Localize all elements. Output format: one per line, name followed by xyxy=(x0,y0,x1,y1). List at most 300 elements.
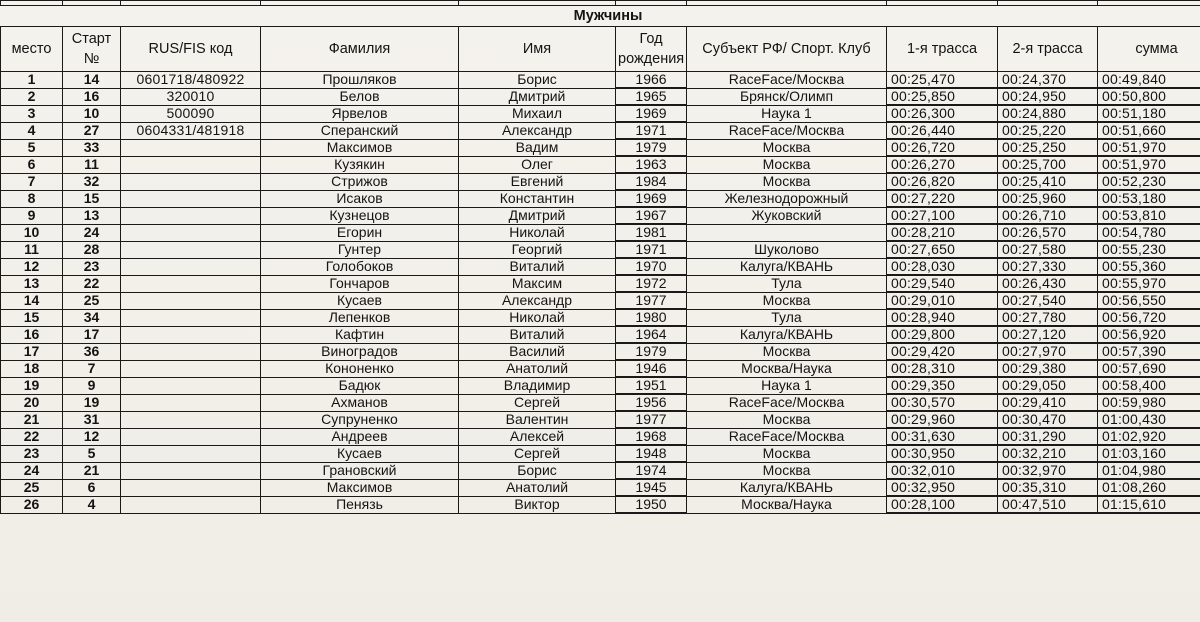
cell-surname: Кусаев xyxy=(261,292,459,309)
cell-run1-time: 00:29,350 xyxy=(887,377,998,394)
cell-first-name: Виталий xyxy=(459,326,616,343)
cell-fis-code xyxy=(121,326,261,343)
section-title: Мужчины xyxy=(1,6,1200,27)
cell-run2-time: 00:30,470 xyxy=(998,411,1098,428)
cell-place: 16 xyxy=(1,326,63,343)
cell-fis-code xyxy=(121,224,261,241)
cell-surname: Андреев xyxy=(261,428,459,445)
cell-run2-time: 00:29,380 xyxy=(998,360,1098,377)
cell-run1-time: 00:28,210 xyxy=(887,224,998,241)
cell-first-name: Валентин xyxy=(459,411,616,428)
cell-place: 23 xyxy=(1,445,63,462)
cell-start-number: 10 xyxy=(63,105,121,122)
cell-sum-time: 00:51,970 xyxy=(1098,156,1200,173)
cell-first-name: Сергей xyxy=(459,394,616,411)
cell-club: Калуга/КВАНЬ xyxy=(687,479,887,496)
cell-start-number: 6 xyxy=(63,479,121,496)
cell-fis-code xyxy=(121,411,261,428)
header-sum: сумма xyxy=(1098,27,1200,72)
cell-first-name: Евгений xyxy=(459,173,616,190)
cell-surname: Исаков xyxy=(261,190,459,207)
header-start: Старт № xyxy=(63,27,121,72)
cell-first-name: Александр xyxy=(459,122,616,139)
cell-surname: Кузнецов xyxy=(261,207,459,224)
cell-run1-time: 00:26,440 xyxy=(887,122,998,139)
cell-birth-year: 1969 xyxy=(616,190,687,207)
cell-run1-time: 00:26,720 xyxy=(887,139,998,156)
cell-fis-code xyxy=(121,462,261,479)
cell-run1-time: 00:31,630 xyxy=(887,428,998,445)
cell-fis-code: 0601718/480922 xyxy=(121,72,261,89)
table-row xyxy=(1,190,1200,207)
cell-start-number: 11 xyxy=(63,156,121,173)
cell-surname: Стрижов xyxy=(261,173,459,190)
cell-fis-code xyxy=(121,292,261,309)
cell-place: 11 xyxy=(1,241,63,258)
cell-start-number: 9 xyxy=(63,377,121,394)
cell-birth-year: 1980 xyxy=(616,309,687,326)
cell-surname: Лепенков xyxy=(261,309,459,326)
cell-first-name: Дмитрий xyxy=(459,207,616,224)
cell-run2-time: 00:26,430 xyxy=(998,275,1098,292)
cell-birth-year: 1979 xyxy=(616,343,687,360)
cell-birth-year: 1968 xyxy=(616,428,687,445)
cell-first-name: Василий xyxy=(459,343,616,360)
cell-place: 10 xyxy=(1,224,63,241)
cell-first-name: Владимир xyxy=(459,377,616,394)
cell-run2-time: 00:47,510 xyxy=(998,496,1098,513)
cell-first-name: Максим xyxy=(459,275,616,292)
table-row xyxy=(1,479,1200,496)
cell-start-number: 16 xyxy=(63,88,121,105)
cell-sum-time: 00:56,920 xyxy=(1098,326,1200,343)
cell-surname: Ярвелов xyxy=(261,105,459,122)
cell-club: Москва xyxy=(687,156,887,173)
cell-fis-code xyxy=(121,496,261,513)
cell-place: 22 xyxy=(1,428,63,445)
column-headers xyxy=(1,27,1200,72)
cell-club: Москва xyxy=(687,462,887,479)
cell-sum-time: 00:51,970 xyxy=(1098,139,1200,156)
cell-place: 1 xyxy=(1,72,63,89)
cell-run2-time: 00:27,970 xyxy=(998,343,1098,360)
cell-fis-code xyxy=(121,156,261,173)
cell-surname: Кафтин xyxy=(261,326,459,343)
cell-club: Москва xyxy=(687,292,887,309)
header-code: RUS/FIS код xyxy=(121,27,261,72)
cell-fis-code: 0604331/481918 xyxy=(121,122,261,139)
cell-run2-time: 00:25,700 xyxy=(998,156,1098,173)
cell-birth-year: 1979 xyxy=(616,139,687,156)
cell-start-number: 34 xyxy=(63,309,121,326)
cell-birth-year: 1945 xyxy=(616,479,687,496)
cell-place: 20 xyxy=(1,394,63,411)
cell-club xyxy=(687,224,887,241)
cell-first-name: Константин xyxy=(459,190,616,207)
cell-run2-time: 00:24,880 xyxy=(998,105,1098,122)
cell-club: Калуга/КВАНЬ xyxy=(687,326,887,343)
cell-run2-time: 00:27,330 xyxy=(998,258,1098,275)
header-place: место xyxy=(1,27,63,72)
cell-start-number: 15 xyxy=(63,190,121,207)
cell-sum-time: 00:53,810 xyxy=(1098,207,1200,224)
cell-fis-code: 320010 xyxy=(121,88,261,105)
cell-run2-time: 00:25,250 xyxy=(998,139,1098,156)
cell-birth-year: 1977 xyxy=(616,411,687,428)
table-row xyxy=(1,139,1200,156)
cell-birth-year: 1970 xyxy=(616,258,687,275)
cell-run1-time: 00:26,300 xyxy=(887,105,998,122)
table-row xyxy=(1,105,1200,122)
table-row xyxy=(1,377,1200,394)
cell-run1-time: 00:27,650 xyxy=(887,241,998,258)
header-run2: 2-я трасса xyxy=(998,27,1098,72)
cell-fis-code xyxy=(121,343,261,360)
cell-place: 21 xyxy=(1,411,63,428)
cell-place: 5 xyxy=(1,139,63,156)
cell-birth-year: 1967 xyxy=(616,207,687,224)
cell-place: 7 xyxy=(1,173,63,190)
cell-birth-year: 1972 xyxy=(616,275,687,292)
cell-run1-time: 00:29,800 xyxy=(887,326,998,343)
cell-surname: Супруненко xyxy=(261,411,459,428)
table-row xyxy=(1,411,1200,428)
cell-sum-time: 00:54,780 xyxy=(1098,224,1200,241)
cell-place: 4 xyxy=(1,122,63,139)
cell-start-number: 22 xyxy=(63,275,121,292)
header-surname: Фамилия xyxy=(261,27,459,72)
cell-surname: Кузякин xyxy=(261,156,459,173)
cell-place: 18 xyxy=(1,360,63,377)
cell-fis-code xyxy=(121,479,261,496)
cell-sum-time: 00:56,550 xyxy=(1098,292,1200,309)
cell-club: Москва/Наука xyxy=(687,496,887,513)
cell-fis-code xyxy=(121,428,261,445)
cell-club: Железнодорожный xyxy=(687,190,887,207)
cell-birth-year: 1981 xyxy=(616,224,687,241)
cell-run2-time: 00:29,410 xyxy=(998,394,1098,411)
cell-start-number: 28 xyxy=(63,241,121,258)
cell-sum-time: 00:51,180 xyxy=(1098,105,1200,122)
cell-club: RaceFace/Москва xyxy=(687,72,887,89)
cell-start-number: 32 xyxy=(63,173,121,190)
cell-start-number: 36 xyxy=(63,343,121,360)
cell-sum-time: 00:58,400 xyxy=(1098,377,1200,394)
cell-start-number: 19 xyxy=(63,394,121,411)
cell-place: 19 xyxy=(1,377,63,394)
cell-sum-time: 00:55,230 xyxy=(1098,241,1200,258)
cell-sum-time: 01:02,920 xyxy=(1098,428,1200,445)
cell-start-number: 12 xyxy=(63,428,121,445)
cell-start-number: 5 xyxy=(63,445,121,462)
cell-first-name: Николай xyxy=(459,224,616,241)
cell-birth-year: 1951 xyxy=(616,377,687,394)
cell-surname: Голобоков xyxy=(261,258,459,275)
table-row xyxy=(1,496,1200,513)
cell-club: Наука 1 xyxy=(687,105,887,122)
cell-first-name: Николай xyxy=(459,309,616,326)
cell-run2-time: 00:29,050 xyxy=(998,377,1098,394)
cell-club: Москва xyxy=(687,139,887,156)
cell-fis-code xyxy=(121,377,261,394)
results-body xyxy=(1,72,1200,514)
cell-surname: Гунтер xyxy=(261,241,459,258)
cell-place: 25 xyxy=(1,479,63,496)
cell-run1-time: 00:32,010 xyxy=(887,462,998,479)
table-row xyxy=(1,207,1200,224)
cell-run1-time: 00:28,030 xyxy=(887,258,998,275)
cell-club: Шуколово xyxy=(687,241,887,258)
cell-club: Москва xyxy=(687,343,887,360)
cell-fis-code xyxy=(121,207,261,224)
cell-run2-time: 00:32,210 xyxy=(998,445,1098,462)
cell-place: 17 xyxy=(1,343,63,360)
cell-run2-time: 00:24,950 xyxy=(998,88,1098,105)
cell-club: Тула xyxy=(687,309,887,326)
cell-club: RaceFace/Москва xyxy=(687,122,887,139)
cell-run1-time: 00:29,010 xyxy=(887,292,998,309)
cell-first-name: Борис xyxy=(459,462,616,479)
cell-first-name: Виталий xyxy=(459,258,616,275)
table-row xyxy=(1,462,1200,479)
table-row xyxy=(1,122,1200,139)
cell-run1-time: 00:27,220 xyxy=(887,190,998,207)
table-row xyxy=(1,445,1200,462)
cell-run2-time: 00:27,580 xyxy=(998,241,1098,258)
cell-fis-code: 500090 xyxy=(121,105,261,122)
cell-run1-time: 00:30,950 xyxy=(887,445,998,462)
cell-birth-year: 1974 xyxy=(616,462,687,479)
cell-sum-time: 01:00,430 xyxy=(1098,411,1200,428)
header-club: Субъект РФ/ Спорт. Клуб xyxy=(687,27,887,72)
cell-club: Калуга/КВАНЬ xyxy=(687,258,887,275)
table-row xyxy=(1,88,1200,105)
cell-start-number: 27 xyxy=(63,122,121,139)
cell-birth-year: 1971 xyxy=(616,241,687,258)
cell-first-name: Анатолий xyxy=(459,479,616,496)
cell-place: 26 xyxy=(1,496,63,513)
cell-run1-time: 00:30,570 xyxy=(887,394,998,411)
cell-first-name: Вадим xyxy=(459,139,616,156)
cell-birth-year: 1966 xyxy=(616,72,687,89)
cell-run1-time: 00:28,310 xyxy=(887,360,998,377)
cell-sum-time: 00:56,720 xyxy=(1098,309,1200,326)
table-row xyxy=(1,360,1200,377)
cell-start-number: 13 xyxy=(63,207,121,224)
cell-first-name: Георгий xyxy=(459,241,616,258)
cell-first-name: Виктор xyxy=(459,496,616,513)
cell-place: 15 xyxy=(1,309,63,326)
cell-start-number: 17 xyxy=(63,326,121,343)
table-row xyxy=(1,275,1200,292)
cell-start-number: 31 xyxy=(63,411,121,428)
cell-run1-time: 00:25,470 xyxy=(887,72,998,89)
cell-surname: Пенязь xyxy=(261,496,459,513)
cell-run1-time: 00:27,100 xyxy=(887,207,998,224)
cell-sum-time: 01:15,610 xyxy=(1098,496,1200,513)
cell-start-number: 4 xyxy=(63,496,121,513)
cell-first-name: Олег xyxy=(459,156,616,173)
cell-surname: Максимов xyxy=(261,479,459,496)
cell-run1-time: 00:29,960 xyxy=(887,411,998,428)
cell-club: Наука 1 xyxy=(687,377,887,394)
cell-sum-time: 01:04,980 xyxy=(1098,462,1200,479)
cell-run2-time: 00:27,120 xyxy=(998,326,1098,343)
cell-first-name: Михаил xyxy=(459,105,616,122)
cell-first-name: Сергей xyxy=(459,445,616,462)
cell-birth-year: 1963 xyxy=(616,156,687,173)
cell-sum-time: 00:49,840 xyxy=(1098,72,1200,89)
cell-surname: Гончаров xyxy=(261,275,459,292)
cell-first-name: Борис xyxy=(459,72,616,89)
cell-fis-code xyxy=(121,173,261,190)
cell-surname: Кононенко xyxy=(261,360,459,377)
table-row xyxy=(1,326,1200,343)
cell-sum-time: 01:08,260 xyxy=(1098,479,1200,496)
cell-fis-code xyxy=(121,139,261,156)
cell-start-number: 21 xyxy=(63,462,121,479)
cell-place: 12 xyxy=(1,258,63,275)
cell-sum-time: 00:57,390 xyxy=(1098,343,1200,360)
cell-sum-time: 01:03,160 xyxy=(1098,445,1200,462)
cell-first-name: Алексей xyxy=(459,428,616,445)
cell-birth-year: 1946 xyxy=(616,360,687,377)
cell-sum-time: 00:51,660 xyxy=(1098,122,1200,139)
cell-surname: Ахманов xyxy=(261,394,459,411)
header-year: Год рождения xyxy=(616,27,687,72)
cell-sum-time: 00:53,180 xyxy=(1098,190,1200,207)
table-row xyxy=(1,258,1200,275)
cell-birth-year: 1956 xyxy=(616,394,687,411)
cell-run1-time: 00:26,270 xyxy=(887,156,998,173)
cell-first-name: Александр xyxy=(459,292,616,309)
cell-sum-time: 00:50,800 xyxy=(1098,88,1200,105)
cell-place: 14 xyxy=(1,292,63,309)
cell-surname: Бадюк xyxy=(261,377,459,394)
cell-run2-time: 00:35,310 xyxy=(998,479,1098,496)
table-row xyxy=(1,292,1200,309)
cell-surname: Грановский xyxy=(261,462,459,479)
cell-start-number: 23 xyxy=(63,258,121,275)
section-header xyxy=(1,6,1200,27)
cell-birth-year: 1964 xyxy=(616,326,687,343)
cell-fis-code xyxy=(121,445,261,462)
cell-surname: Белов xyxy=(261,88,459,105)
cell-club: Жуковский xyxy=(687,207,887,224)
cell-fis-code xyxy=(121,190,261,207)
cell-surname: Виноградов xyxy=(261,343,459,360)
cell-fis-code xyxy=(121,394,261,411)
cell-start-number: 33 xyxy=(63,139,121,156)
cell-place: 9 xyxy=(1,207,63,224)
cell-run1-time: 00:25,850 xyxy=(887,88,998,105)
cell-run2-time: 00:26,710 xyxy=(998,207,1098,224)
cell-run2-time: 00:24,370 xyxy=(998,72,1098,89)
table-row xyxy=(1,309,1200,326)
cell-sum-time: 00:57,690 xyxy=(1098,360,1200,377)
cell-birth-year: 1969 xyxy=(616,105,687,122)
cell-run1-time: 00:28,100 xyxy=(887,496,998,513)
cell-first-name: Анатолий xyxy=(459,360,616,377)
cell-first-name: Дмитрий xyxy=(459,88,616,105)
cell-fis-code xyxy=(121,360,261,377)
cell-place: 6 xyxy=(1,156,63,173)
cell-run2-time: 00:31,290 xyxy=(998,428,1098,445)
cell-start-number: 14 xyxy=(63,72,121,89)
cell-surname: Прошляков xyxy=(261,72,459,89)
cell-club: Брянск/Олимп xyxy=(687,88,887,105)
cell-club: Москва xyxy=(687,173,887,190)
cell-club: Москва/Наука xyxy=(687,360,887,377)
table-row xyxy=(1,428,1200,445)
cell-run2-time: 00:26,570 xyxy=(998,224,1098,241)
table-row xyxy=(1,156,1200,173)
cell-birth-year: 1965 xyxy=(616,88,687,105)
table-row xyxy=(1,224,1200,241)
cell-run2-time: 00:27,540 xyxy=(998,292,1098,309)
cell-start-number: 24 xyxy=(63,224,121,241)
cell-fis-code xyxy=(121,309,261,326)
cell-surname: Максимов xyxy=(261,139,459,156)
cell-sum-time: 00:55,970 xyxy=(1098,275,1200,292)
header-name: Имя xyxy=(459,27,616,72)
table-row xyxy=(1,72,1200,89)
cell-birth-year: 1984 xyxy=(616,173,687,190)
cell-birth-year: 1971 xyxy=(616,122,687,139)
cell-run1-time: 00:32,950 xyxy=(887,479,998,496)
header-run1: 1-я трасса xyxy=(887,27,998,72)
cell-run2-time: 00:25,960 xyxy=(998,190,1098,207)
cell-club: RaceFace/Москва xyxy=(687,394,887,411)
cell-run2-time: 00:27,780 xyxy=(998,309,1098,326)
table-row xyxy=(1,173,1200,190)
cell-fis-code xyxy=(121,258,261,275)
cell-club: Москва xyxy=(687,411,887,428)
cell-birth-year: 1948 xyxy=(616,445,687,462)
cell-place: 24 xyxy=(1,462,63,479)
table-row xyxy=(1,343,1200,360)
cell-run2-time: 00:32,970 xyxy=(998,462,1098,479)
cell-run2-time: 00:25,410 xyxy=(998,173,1098,190)
cell-club: RaceFace/Москва xyxy=(687,428,887,445)
cell-run1-time: 00:29,540 xyxy=(887,275,998,292)
cell-sum-time: 00:59,980 xyxy=(1098,394,1200,411)
cell-fis-code xyxy=(121,241,261,258)
cell-place: 3 xyxy=(1,105,63,122)
cell-place: 2 xyxy=(1,88,63,105)
cell-run1-time: 00:26,820 xyxy=(887,173,998,190)
cell-start-number: 7 xyxy=(63,360,121,377)
cell-sum-time: 00:52,230 xyxy=(1098,173,1200,190)
cell-place: 8 xyxy=(1,190,63,207)
cell-club: Москва xyxy=(687,445,887,462)
cell-fis-code xyxy=(121,275,261,292)
cell-surname: Кусаев xyxy=(261,445,459,462)
cell-club: Тула xyxy=(687,275,887,292)
cell-sum-time: 00:55,360 xyxy=(1098,258,1200,275)
cell-start-number: 25 xyxy=(63,292,121,309)
cell-birth-year: 1977 xyxy=(616,292,687,309)
cell-run2-time: 00:25,220 xyxy=(998,122,1098,139)
cell-surname: Егорин xyxy=(261,224,459,241)
table-row xyxy=(1,241,1200,258)
cell-birth-year: 1950 xyxy=(616,496,687,513)
cell-run1-time: 00:29,420 xyxy=(887,343,998,360)
cell-surname: Сперанский xyxy=(261,122,459,139)
cell-place: 13 xyxy=(1,275,63,292)
cell-run1-time: 00:28,940 xyxy=(887,309,998,326)
table-row xyxy=(1,394,1200,411)
